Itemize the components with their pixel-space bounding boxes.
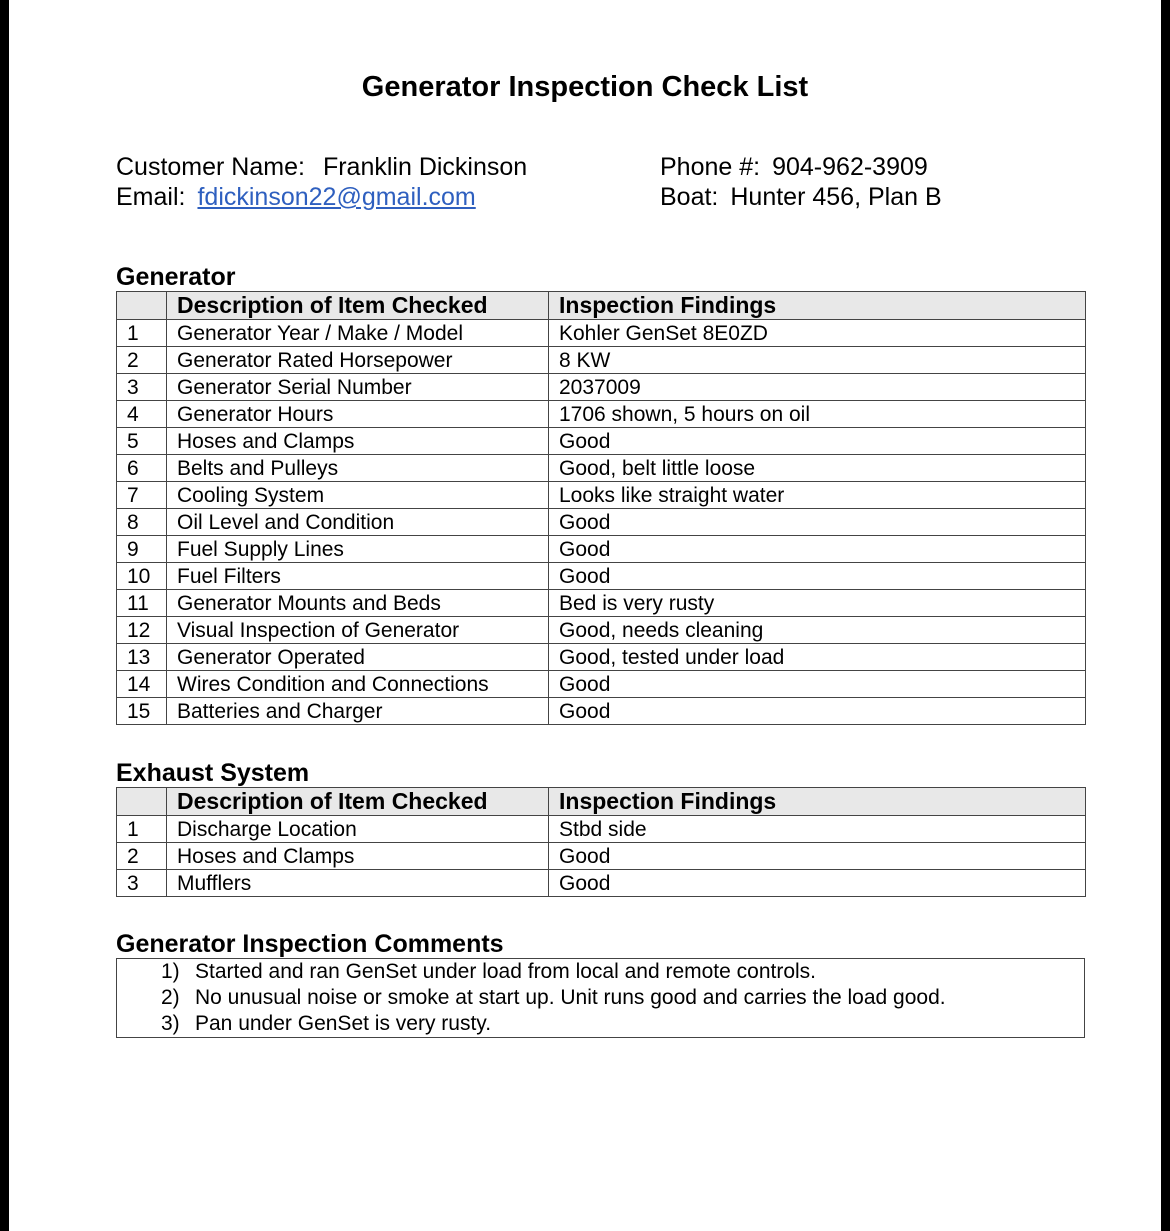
row-description: Oil Level and Condition <box>167 509 549 536</box>
row-number: 13 <box>117 644 167 671</box>
comment-marker: 2) <box>161 986 180 1009</box>
phone-label: Phone #: <box>660 153 761 181</box>
customer-name-value: Franklin Dickinson <box>322 153 528 181</box>
table-row <box>117 843 1086 870</box>
header-number <box>117 292 167 320</box>
exhaust-section-title: Exhaust System <box>116 759 310 787</box>
table-row <box>117 870 1086 897</box>
row-description: Batteries and Charger <box>167 698 549 725</box>
row-number: 3 <box>117 870 167 897</box>
row-number: 7 <box>117 482 167 509</box>
row-number: 4 <box>117 401 167 428</box>
phone-value: 904-962-3909 <box>772 153 928 181</box>
table-row <box>117 563 1086 590</box>
row-number: 12 <box>117 617 167 644</box>
boat-label: Boat: <box>660 183 719 211</box>
email-label: Email: <box>116 183 186 211</box>
table-row <box>117 428 1086 455</box>
row-finding: Stbd side <box>549 816 1086 843</box>
header-findings: Inspection Findings <box>549 788 1086 816</box>
table-row <box>117 536 1086 563</box>
header-description: Description of Item Checked <box>167 292 549 320</box>
table-row <box>117 374 1086 401</box>
row-description: Wires Condition and Connections <box>167 671 549 698</box>
table-row <box>117 671 1086 698</box>
row-description: Fuel Supply Lines <box>167 536 549 563</box>
left-frame-edge <box>0 0 9 1231</box>
row-number: 10 <box>117 563 167 590</box>
generator-section-title: Generator <box>116 263 236 291</box>
row-description: Mufflers <box>167 870 549 897</box>
row-finding: Kohler GenSet 8E0ZD <box>549 320 1086 347</box>
row-number: 2 <box>117 347 167 374</box>
table-row <box>117 590 1086 617</box>
row-finding: 2037009 <box>549 374 1086 401</box>
table-row <box>117 509 1086 536</box>
email-line <box>116 182 476 212</box>
comment-text: Pan under GenSet is very rusty. <box>195 1012 492 1035</box>
row-finding: Good <box>549 563 1086 590</box>
boat-value: Hunter 456, Plan B <box>730 183 942 211</box>
comments-list <box>117 959 1084 1037</box>
table-row <box>117 816 1086 843</box>
comment-text: Started and ran GenSet under load from local and remote controls. <box>195 960 817 983</box>
row-description: Fuel Filters <box>167 563 549 590</box>
row-number: 8 <box>117 509 167 536</box>
comment-text: No unusual noise or smoke at start up. Unit runs good and carries the load good. <box>195 986 946 1009</box>
document-page <box>9 0 1161 1231</box>
row-finding: Good <box>549 509 1086 536</box>
table-row <box>117 320 1086 347</box>
phone-line <box>660 152 928 182</box>
row-finding: Good <box>549 536 1086 563</box>
row-finding: Good <box>549 698 1086 725</box>
customer-name-label: Customer Name: <box>116 153 305 181</box>
comment-marker: 1) <box>161 960 180 983</box>
row-description: Visual Inspection of Generator <box>167 617 549 644</box>
row-finding: Looks like straight water <box>549 482 1086 509</box>
row-description: Hoses and Clamps <box>167 428 549 455</box>
row-number: 14 <box>117 671 167 698</box>
row-finding: Good, needs cleaning <box>549 617 1086 644</box>
row-finding: Good <box>549 870 1086 897</box>
row-description: Cooling System <box>167 482 549 509</box>
table-row <box>117 482 1086 509</box>
table-row <box>117 347 1086 374</box>
row-finding: Good <box>549 428 1086 455</box>
row-description: Generator Year / Make / Model <box>167 320 549 347</box>
generator-table-header <box>117 292 1086 320</box>
table-row <box>117 617 1086 644</box>
document-title: Generator Inspection Check List <box>361 71 809 103</box>
comments-box <box>116 958 1085 1038</box>
right-frame-edge <box>1161 0 1170 1231</box>
generator-table <box>116 291 1086 725</box>
comment-item <box>117 1011 1084 1037</box>
comment-marker: 3) <box>161 1012 180 1035</box>
row-description: Belts and Pulleys <box>167 455 549 482</box>
row-number: 9 <box>117 536 167 563</box>
row-finding: Bed is very rusty <box>549 590 1086 617</box>
row-finding: 1706 shown, 5 hours on oil <box>549 401 1086 428</box>
row-finding: Good <box>549 843 1086 870</box>
row-finding: Good, belt little loose <box>549 455 1086 482</box>
header-number <box>117 788 167 816</box>
row-number: 3 <box>117 374 167 401</box>
row-description: Generator Hours <box>167 401 549 428</box>
customer-name-line <box>116 152 527 182</box>
row-description: Generator Serial Number <box>167 374 549 401</box>
boat-line <box>660 182 942 212</box>
table-row <box>117 401 1086 428</box>
header-description: Description of Item Checked <box>167 788 549 816</box>
row-number: 15 <box>117 698 167 725</box>
comment-item <box>117 959 1084 985</box>
row-number: 11 <box>117 590 167 617</box>
row-finding: Good <box>549 671 1086 698</box>
comment-item <box>117 985 1084 1011</box>
comments-section-title: Generator Inspection Comments <box>116 930 504 958</box>
row-finding: 8 KW <box>549 347 1086 374</box>
row-description: Discharge Location <box>167 816 549 843</box>
table-row <box>117 455 1086 482</box>
row-finding: Good, tested under load <box>549 644 1086 671</box>
table-row <box>117 698 1086 725</box>
row-number: 5 <box>117 428 167 455</box>
row-description: Generator Operated <box>167 644 549 671</box>
email-link[interactable]: fdickinson22@gmail.com <box>197 183 476 211</box>
row-description: Generator Mounts and Beds <box>167 590 549 617</box>
row-number: 1 <box>117 816 167 843</box>
row-description: Hoses and Clamps <box>167 843 549 870</box>
exhaust-table-header <box>117 788 1086 816</box>
row-description: Generator Rated Horsepower <box>167 347 549 374</box>
header-findings: Inspection Findings <box>549 292 1086 320</box>
exhaust-table <box>116 787 1086 897</box>
table-row <box>117 644 1086 671</box>
row-number: 1 <box>117 320 167 347</box>
row-number: 6 <box>117 455 167 482</box>
row-number: 2 <box>117 843 167 870</box>
